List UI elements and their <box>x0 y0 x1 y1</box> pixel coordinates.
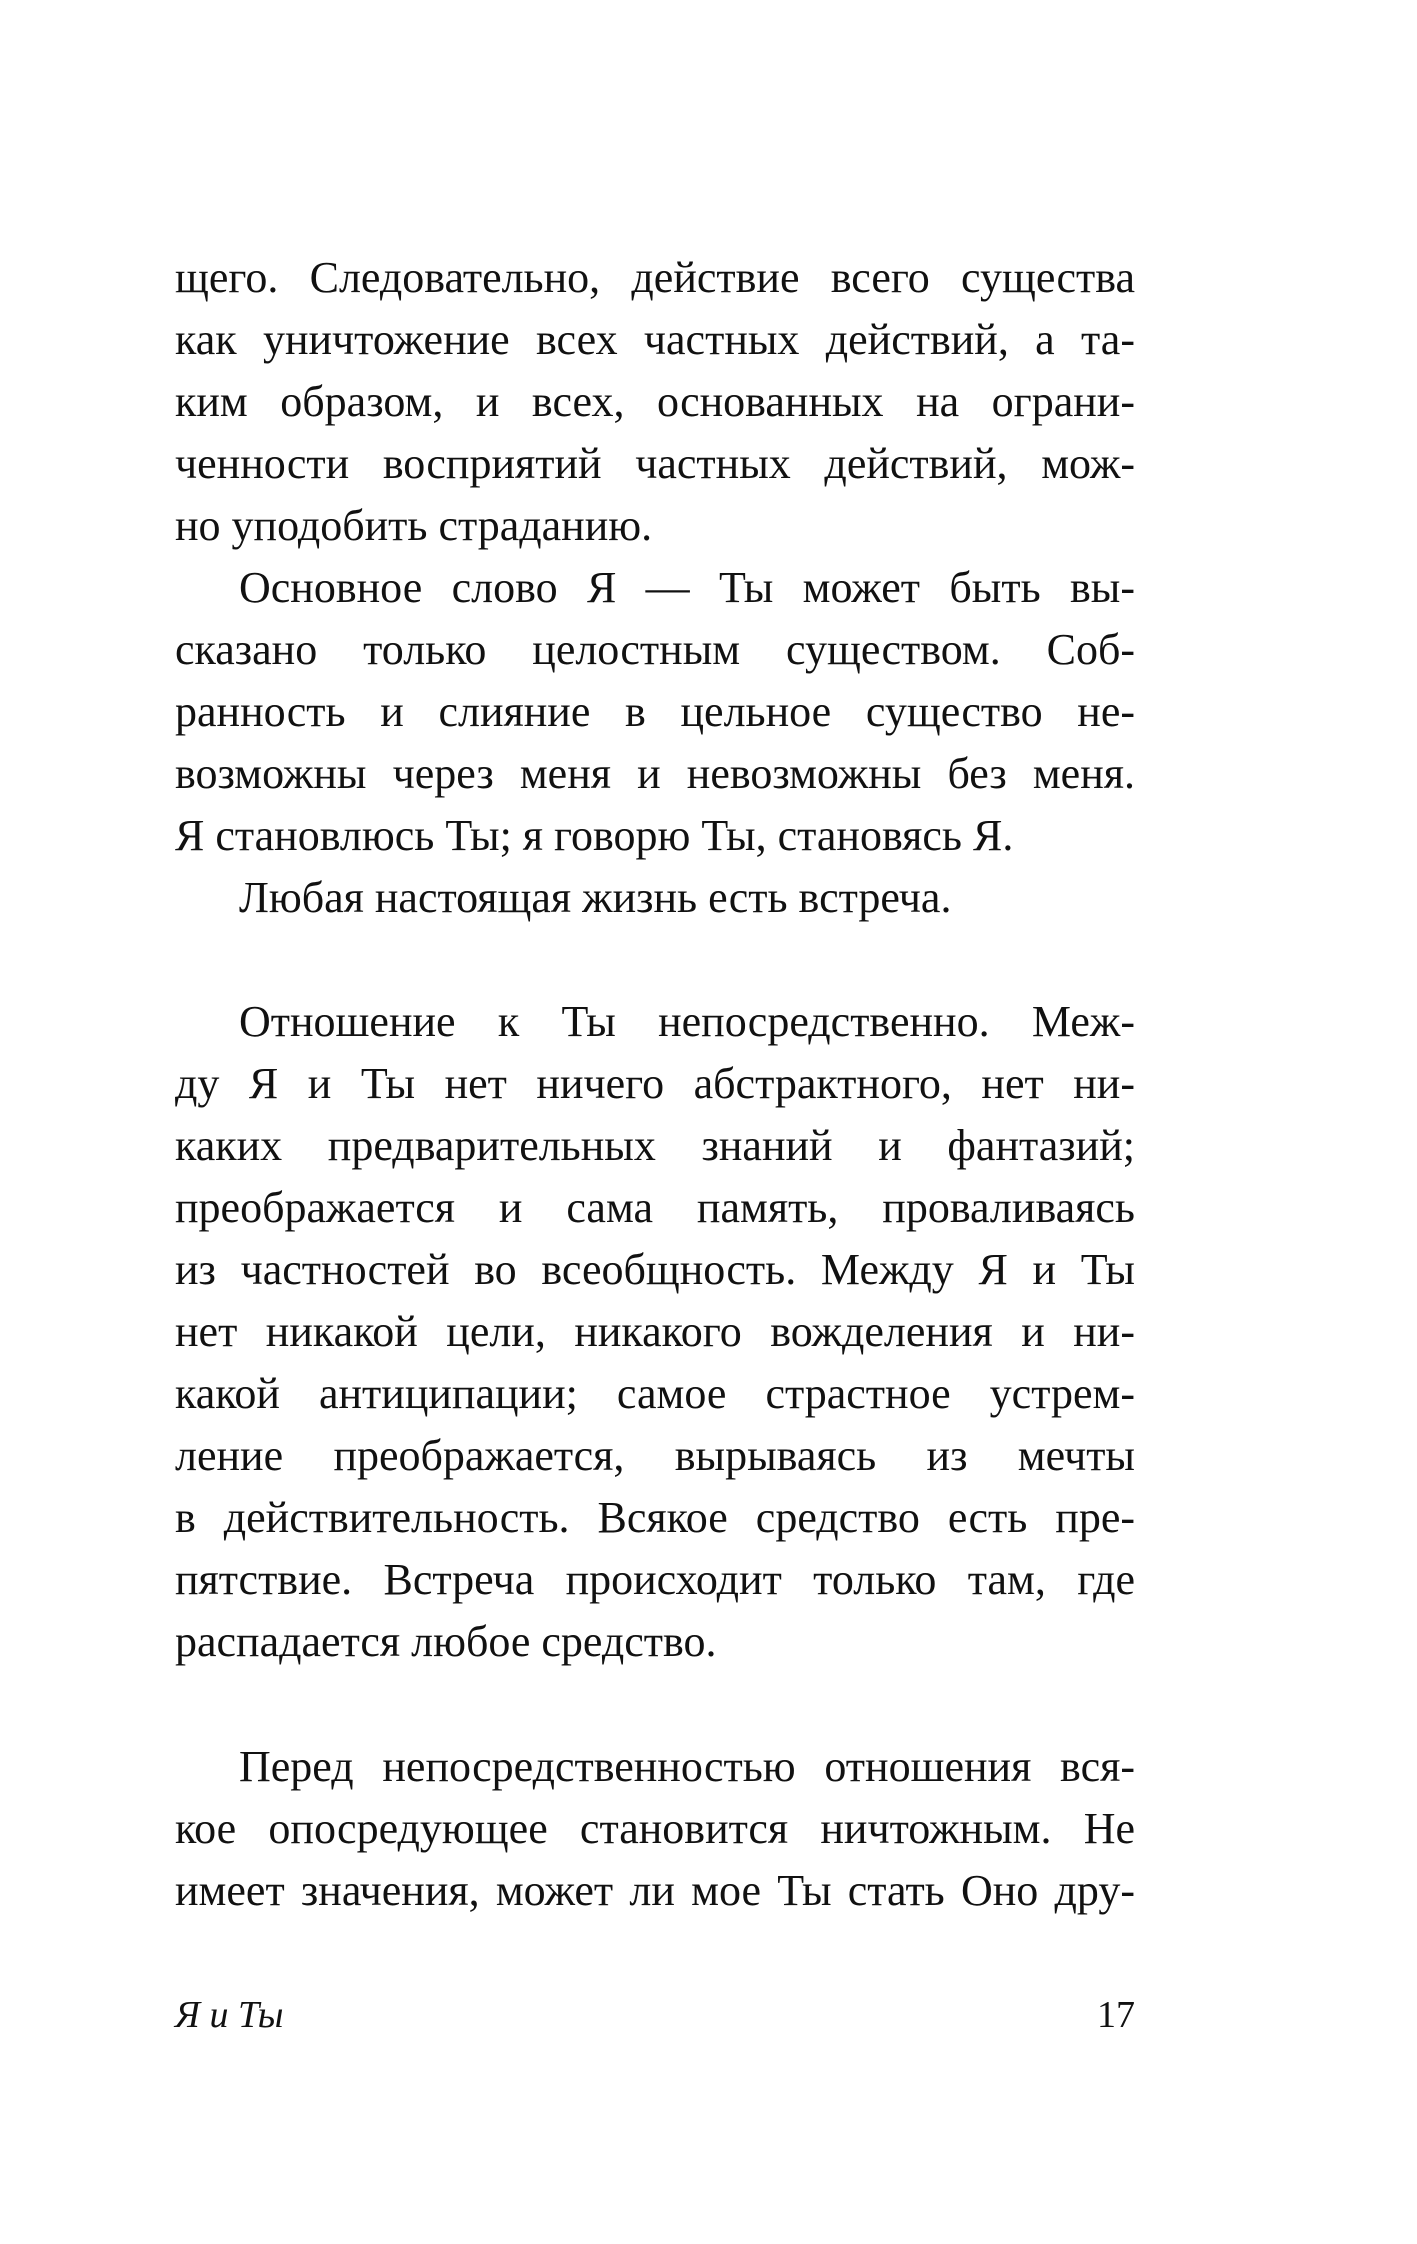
text-line: возможны через меня и невозможны без меня. <box>175 749 1135 798</box>
text-line: сказано только целостным существом. Соб- <box>175 625 1135 674</box>
text-line: ду Я и Ты нет ничего абстрактного, нет ни- <box>175 1059 1135 1108</box>
page-footer <box>175 1990 1135 2040</box>
text-line: кое опосредующее становится ничтожным. Не <box>175 1804 1135 1853</box>
text-line: Отношение к Ты непосредственно. Меж- <box>239 997 1135 1046</box>
text-line: ранность и слияние в цельное существо не- <box>175 687 1135 736</box>
text-line: нет никакой цели, никакого вожделения и ни- <box>175 1307 1135 1356</box>
text-line: преображается и сама память, проваливаясь <box>175 1183 1135 1232</box>
text-line: но уподобить страданию. <box>175 501 653 550</box>
text-line: пятствие. Встреча происходит только там, где <box>175 1555 1135 1604</box>
text-line: какой антиципации; самое страстное устрем- <box>175 1369 1135 1418</box>
text-section-2 <box>175 991 1135 1673</box>
text-section-3 <box>175 1736 1135 1922</box>
running-title: Я и Ты <box>175 1994 284 2036</box>
text-line: Перед непосредственностью отношения вся- <box>239 1742 1135 1791</box>
text-line: Я становлюсь Ты; я говорю Ты, становясь Я. <box>175 811 1014 860</box>
text-line: имеет значения, может ли мое Ты стать Оно дру- <box>175 1866 1135 1915</box>
text-line: щего. Следовательно, действие всего существа <box>175 253 1135 302</box>
text-line: как уничтожение всех частных действий, а та- <box>175 315 1135 364</box>
text-line: Основное слово Я — Ты может быть вы- <box>239 563 1135 612</box>
text-line: ление преображается, вырываясь из мечты <box>175 1431 1135 1480</box>
text-line: каких предварительных знаний и фантазий; <box>175 1121 1135 1170</box>
text-line: из частностей во всеобщность. Между Я и Ты <box>175 1245 1135 1294</box>
page-number: 17 <box>1097 1994 1135 2036</box>
text-section-1 <box>175 247 1135 929</box>
text-line: распадается любое средство. <box>175 1617 717 1666</box>
text-line: ченности восприятий частных действий, мож- <box>175 439 1135 488</box>
text-line: Любая настоящая жизнь есть встреча. <box>239 873 952 922</box>
text-line: ким образом, и всех, основанных на ограни- <box>175 377 1135 426</box>
text-line: в действительность. Всякое средство есть пре- <box>175 1493 1135 1542</box>
